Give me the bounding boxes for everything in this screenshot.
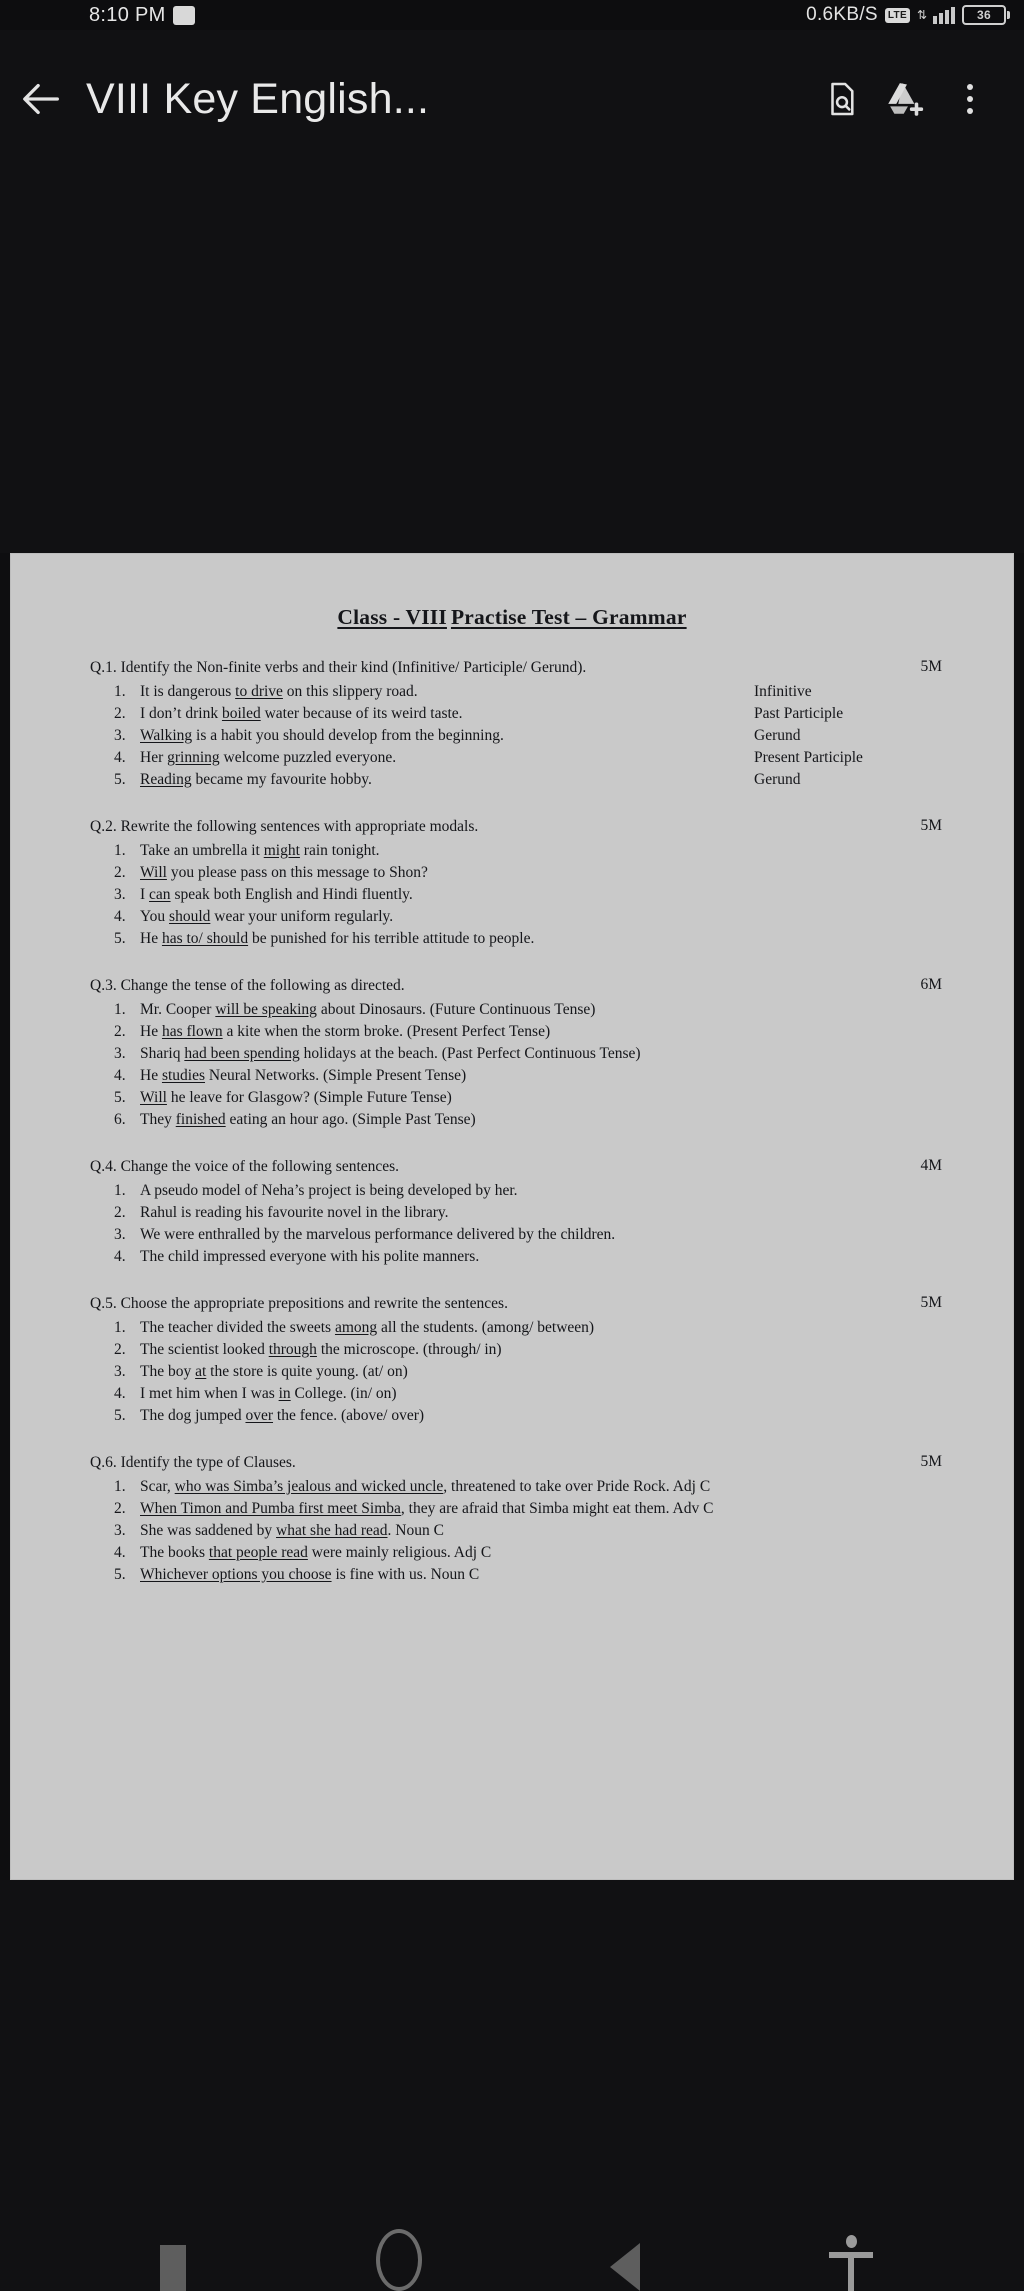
item-text-post: all the students. (among/ between) — [377, 1318, 595, 1336]
item-text — [140, 1246, 936, 1268]
item-text-pre: He — [140, 1022, 162, 1040]
lte-badge-icon: LTE — [885, 8, 910, 23]
item-text — [140, 1065, 936, 1087]
question-item — [88, 999, 936, 1021]
item-text-post: eating an hour ago. (Simple Past Tense) — [225, 1110, 476, 1128]
item-number: 4. — [114, 907, 126, 925]
question-marks: 5M — [920, 658, 942, 675]
question-marks: 5M — [920, 1293, 942, 1311]
question-item — [88, 681, 936, 703]
status-clock: 8:10 PM — [89, 3, 166, 26]
item-number: 2. — [114, 863, 126, 881]
item-text — [140, 1180, 936, 1202]
item-text — [140, 840, 936, 862]
questions-list — [88, 658, 942, 1586]
item-text-pre: Her — [140, 748, 168, 766]
item-number: 4. — [114, 1543, 126, 1561]
item-text-post: a kite when the storm broke. (Present Perfect Tense) — [222, 1022, 551, 1040]
item-text — [140, 703, 736, 725]
question-prompt: Q.4. Change the voice of the following sentences. — [90, 1157, 400, 1175]
question-marks: 6M — [920, 975, 942, 993]
page-title: VIII Key English... — [86, 74, 430, 123]
item-text — [140, 1383, 936, 1405]
item-number: 1. — [114, 1000, 126, 1018]
item-number: 2. — [114, 1203, 126, 1221]
item-text-pre: The books — [140, 1543, 209, 1561]
item-text-underlined: to drive — [235, 682, 283, 700]
item-text — [140, 884, 936, 906]
item-text-post: holidays at the beach. (Past Perfect Continuous Tense) — [299, 1044, 641, 1062]
item-number: 2. — [114, 1022, 126, 1040]
question-prompt: Q.6. Identify the type of Clauses. — [90, 1453, 296, 1471]
question-items — [88, 999, 936, 1131]
item-text — [140, 1202, 936, 1224]
item-text-underlined: might — [263, 841, 300, 859]
item-number: 3. — [114, 885, 126, 903]
item-number: 1. — [114, 841, 126, 859]
item-text-underlined: who was Simba’s jealous and wicked uncle — [174, 1477, 444, 1495]
question-item — [88, 725, 936, 747]
item-number: 4. — [114, 1066, 126, 1084]
item-number: 3. — [114, 1362, 126, 1380]
back-button[interactable] — [565, 2217, 685, 2291]
item-text — [140, 1564, 936, 1586]
battery-icon — [962, 5, 1010, 25]
status-bar-left — [14, 4, 195, 27]
item-text-post: on this slippery road. — [282, 682, 418, 700]
item-text-underlined: what she had read — [276, 1521, 388, 1539]
triangle-left-icon — [610, 2243, 640, 2291]
item-text-post: welcome puzzled everyone. — [219, 748, 397, 766]
question-block — [88, 1156, 942, 1268]
item-text-pre: I — [140, 885, 150, 903]
item-text — [140, 1043, 936, 1065]
item-text — [140, 1021, 936, 1043]
item-text-underlined: in — [278, 1384, 291, 1402]
item-answer: Gerund — [754, 726, 801, 744]
item-number: 2. — [114, 704, 126, 722]
item-text — [140, 928, 936, 950]
document-search-icon[interactable] — [810, 67, 874, 131]
item-text — [140, 906, 936, 928]
add-to-drive-icon[interactable] — [874, 67, 938, 131]
item-text-pre: Take an umbrella it — [140, 841, 264, 859]
item-text-post: Neural Networks. (Simple Present Tense) — [205, 1066, 467, 1084]
item-text-pre: She was saddened by — [140, 1521, 277, 1539]
item-text — [140, 1520, 936, 1542]
question-items — [88, 1180, 936, 1268]
document-page — [10, 553, 1014, 1880]
item-text-pre: Rahul is reading his favourite novel in the library. — [140, 1203, 449, 1221]
question-items — [88, 840, 936, 950]
item-text-post: , they are afraid that Simba might eat them. Adv C — [400, 1499, 714, 1517]
item-text-pre: We were enthralled by the marvelous performance delivered by the children. — [140, 1225, 616, 1243]
question-item — [88, 703, 936, 725]
question-block — [88, 816, 942, 950]
item-text — [140, 1498, 936, 1520]
notification-pill-icon — [173, 6, 195, 25]
battery-nub — [1007, 11, 1010, 19]
item-answer: Past Participle — [754, 704, 844, 722]
recents-button[interactable] — [113, 2217, 233, 2291]
item-text-post: the fence. (above/ over) — [273, 1406, 425, 1424]
item-text-post: water because of its weird taste. — [260, 704, 463, 722]
item-text-underlined: should — [169, 907, 211, 925]
question-block — [88, 1452, 942, 1586]
heading-class: Class - VIII — [337, 605, 447, 629]
signal-strength-icon — [933, 6, 955, 24]
item-number: 5. — [114, 1088, 126, 1106]
item-text-underlined: through — [268, 1340, 317, 1358]
item-text-underlined: boiled — [221, 704, 261, 722]
item-text-pre: The scientist looked — [140, 1340, 269, 1358]
item-text-post: you please pass on this message to Shon? — [166, 863, 428, 881]
question-item — [88, 747, 936, 769]
item-text-post: is fine with us. Noun C — [331, 1565, 480, 1583]
item-text — [140, 862, 936, 884]
question-item — [88, 840, 936, 862]
item-text-pre: The teacher divided the sweets — [140, 1318, 335, 1336]
item-text-pre: They — [140, 1110, 176, 1128]
item-text-underlined: studies — [161, 1066, 206, 1084]
question-item — [88, 1476, 936, 1498]
network-speed-label: 0.6KB/S — [806, 4, 878, 25]
question-prompt: Q.3. Change the tense of the following as directed. — [90, 976, 405, 994]
item-text — [140, 747, 736, 769]
item-number: 1. — [114, 682, 126, 700]
item-text — [140, 999, 936, 1021]
more-options-icon[interactable] — [938, 67, 1002, 131]
item-text-underlined: has to/ should — [161, 929, 249, 947]
item-text-post: , threatened to take over Pride Rock. Adj C — [443, 1477, 711, 1495]
item-number: 3. — [114, 1044, 126, 1062]
item-number: 1. — [114, 1318, 126, 1336]
item-text-underlined: Walking — [140, 726, 193, 744]
item-text-pre: Shariq — [140, 1044, 185, 1062]
item-number: 4. — [114, 1384, 126, 1402]
item-text-post: the microscope. (through/ in) — [316, 1340, 502, 1358]
item-text-post: about Dinosaurs. (Future Continuous Tense) — [316, 1000, 596, 1018]
question-prompt: Q.1. Identify the Non-finite verbs and their kind (Infinitive/ Participle/ Gerund). — [90, 659, 587, 676]
item-number: 4. — [114, 1247, 126, 1265]
question-item — [88, 1542, 936, 1564]
item-answer: Present Participle — [754, 748, 863, 766]
item-text-underlined: among — [334, 1318, 378, 1336]
item-number: 5. — [114, 1406, 126, 1424]
question-items — [88, 1317, 936, 1427]
item-text-post: College. (in/ on) — [290, 1384, 397, 1402]
item-text-underlined: Reading — [140, 770, 192, 788]
question-item — [88, 1405, 936, 1427]
question-item — [88, 1109, 936, 1131]
item-number: 3. — [114, 1521, 126, 1539]
question-item — [88, 1520, 936, 1542]
item-text-post: wear your uniform regularly. — [210, 907, 394, 925]
item-answer: Infinitive — [754, 682, 812, 700]
item-text-pre: He — [140, 1066, 162, 1084]
item-text-pre: Mr. Cooper — [140, 1000, 216, 1018]
question-item — [88, 1180, 936, 1202]
item-answer: Gerund — [754, 770, 801, 788]
item-text-post: were mainly religious. Adj C — [307, 1543, 492, 1561]
item-text — [140, 681, 736, 703]
item-number: 1. — [114, 1181, 126, 1199]
question-item — [88, 1383, 936, 1405]
question-item — [88, 1339, 936, 1361]
circle-icon — [376, 2229, 422, 2291]
app-bar — [0, 54, 1024, 144]
question-item — [88, 1317, 936, 1339]
question-marks: 4M — [920, 1156, 942, 1174]
item-text-post: became my favourite hobby. — [191, 770, 372, 788]
system-navigation-bar — [0, 2181, 1024, 2291]
battery-level-label: 36 — [962, 5, 1006, 25]
item-text-underlined: finished — [175, 1110, 226, 1128]
accessibility-icon — [829, 2235, 873, 2291]
item-text-post: rain tonight. — [299, 841, 380, 859]
question-item — [88, 769, 936, 791]
item-text-pre: Scar, — [140, 1477, 175, 1495]
question-block — [88, 1293, 942, 1427]
heading-test: Practise Test – Grammar — [450, 605, 687, 629]
item-text-pre: The child impressed everyone with his polite manners. — [140, 1247, 480, 1265]
item-number: 3. — [114, 1225, 126, 1243]
data-transfer-icon: ⇅ — [916, 8, 926, 22]
item-text-underlined: will be speaking — [215, 1000, 317, 1018]
document-heading — [88, 598, 936, 632]
item-text-underlined: Whichever options you choose — [140, 1565, 332, 1583]
question-items — [88, 1476, 936, 1586]
item-text-pre: You — [140, 907, 170, 925]
question-item — [88, 1498, 936, 1520]
item-text-underlined: at — [195, 1362, 207, 1380]
item-text-post: . Noun C — [387, 1521, 444, 1539]
item-text-underlined: When Timon and Pumba first meet Simba — [140, 1499, 401, 1517]
question-items — [88, 681, 936, 791]
item-text-pre: It is dangerous — [140, 682, 236, 700]
question-item — [88, 1021, 936, 1043]
item-text — [140, 1317, 936, 1339]
question-item — [88, 1224, 936, 1246]
question-item — [88, 1246, 936, 1268]
question-marks: 5M — [920, 1452, 942, 1470]
status-bar-right — [806, 4, 1010, 26]
item-text — [140, 1339, 936, 1361]
item-text-pre: I don’t drink — [140, 704, 222, 722]
item-number: 2. — [114, 1340, 126, 1358]
back-arrow-icon[interactable] — [10, 67, 74, 131]
question-item — [88, 1043, 936, 1065]
item-text-pre: A pseudo model of Neha’s project is being developed by her. — [140, 1181, 518, 1199]
item-text-post: he leave for Glasgow? (Simple Future Tense) — [166, 1088, 452, 1106]
item-number: 6. — [114, 1110, 126, 1128]
item-text — [140, 1361, 936, 1383]
item-number: 5. — [114, 929, 126, 947]
square-icon — [160, 2245, 186, 2291]
question-item — [88, 1087, 936, 1109]
item-text-underlined: had been spending — [184, 1044, 300, 1062]
document-viewport[interactable] — [0, 553, 1024, 1880]
item-number: 2. — [114, 1499, 126, 1517]
item-text-post: speak both English and Hindi fluently. — [170, 885, 413, 903]
home-button[interactable] — [339, 2217, 459, 2291]
item-text-pre: He — [140, 929, 162, 947]
question-prompt: Q.2. Rewrite the following sentences with appropriate modals. — [90, 817, 479, 835]
question-marks: 5M — [920, 816, 942, 834]
item-text-underlined: over — [245, 1406, 274, 1424]
question-item — [88, 1361, 936, 1383]
item-number: 3. — [114, 726, 126, 744]
item-text-post: is a habit you should develop from the beginning. — [192, 726, 504, 744]
item-text — [140, 1405, 936, 1427]
question-item — [88, 928, 936, 950]
item-text — [140, 1476, 936, 1498]
item-number: 5. — [114, 1565, 126, 1583]
item-number: 1. — [114, 1477, 126, 1495]
item-number: 4. — [114, 748, 126, 766]
item-text — [140, 1224, 936, 1246]
item-text-pre: The dog jumped — [140, 1406, 246, 1424]
question-prompt: Q.5. Choose the appropriate prepositions and rewrite the sentences. — [90, 1294, 508, 1312]
item-text-post: be punished for his terrible attitude to people. — [248, 929, 535, 947]
question-block — [88, 658, 942, 791]
item-text-underlined: that people read — [208, 1543, 308, 1561]
item-text — [140, 769, 736, 791]
item-text — [140, 1109, 936, 1131]
question-item — [88, 884, 936, 906]
question-item — [88, 1564, 936, 1586]
question-item — [88, 906, 936, 928]
item-text-underlined: has flown — [161, 1022, 223, 1040]
question-item — [88, 862, 936, 884]
status-bar — [0, 0, 1024, 30]
item-text-underlined: can — [149, 885, 171, 903]
item-text-underlined: grinning — [167, 748, 220, 766]
item-text-pre: The boy — [140, 1362, 196, 1380]
item-number: 5. — [114, 770, 126, 788]
question-item — [88, 1065, 936, 1087]
question-block — [88, 975, 942, 1131]
item-text-post: the store is quite young. (at/ on) — [206, 1362, 408, 1380]
accessibility-button[interactable] — [791, 2217, 911, 2291]
question-item — [88, 1202, 936, 1224]
item-text-underlined: Will — [140, 1088, 167, 1106]
item-text-underlined: Will — [140, 863, 167, 881]
item-text-pre: I met him when I was — [140, 1384, 279, 1402]
item-text — [140, 1542, 936, 1564]
item-text — [140, 725, 736, 747]
item-text — [140, 1087, 936, 1109]
